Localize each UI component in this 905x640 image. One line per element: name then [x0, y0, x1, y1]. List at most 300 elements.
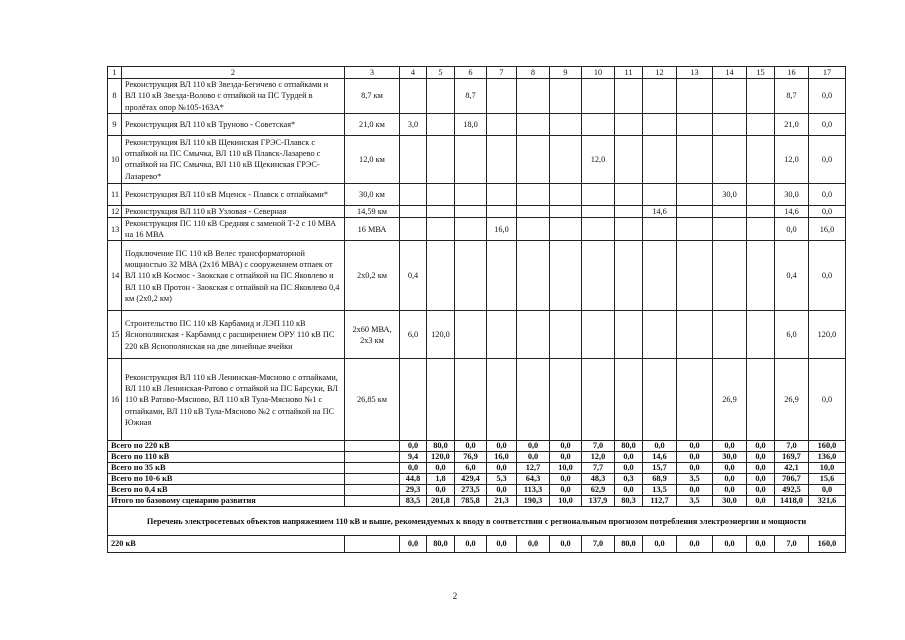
table-cell: Реконструкция ПС 110 кВ Средняя с заменой Т-2 с 10 МВА на 16 МВА [122, 218, 345, 241]
voltage-cell: 0,0 [677, 536, 713, 553]
total-cell: 201,8 [427, 496, 455, 507]
section-title: Перечень электросетевых объектов напряжением 110 кВ и выше, рекомендуемых к вводу в соответствии с региональным прогнозом потребления электроэнергии и мощности [108, 507, 846, 536]
total-cell: 9,4 [400, 452, 427, 463]
table-cell [615, 311, 643, 359]
total-cell: 29,3 [400, 485, 427, 496]
table-cell [400, 79, 427, 114]
table-cell: 0,0 [809, 241, 846, 311]
voltage-cell: 0,0 [400, 536, 427, 553]
total-cell: 169,7 [775, 452, 809, 463]
voltage-cell: 0,0 [713, 536, 747, 553]
table-cell: 16 МВА [345, 218, 400, 241]
total-cell: 0,0 [550, 474, 582, 485]
table-cell: Строительство ПС 110 кВ Карбамид и ЛЭП 110 кВ Яснополянская - Карбамид с расширением ОРУ 110 кВ ПС 220 кВ Яснополянская на две линейные ячейки [122, 311, 345, 359]
voltage-cell: 7,0 [775, 536, 809, 553]
total-cell: 12,7 [517, 463, 550, 474]
total-row [108, 452, 846, 463]
table-cell: Реконструкция ВЛ 110 кВ Ленинская-Мясново с отпайками, ВЛ 110 кВ Ленинская-Ратово с отпайкой на ПС Барсуки, ВЛ 110 кВ Ратово-Мясново, ВЛ 110 кВ Тула-Мясново №1 с отпайками, ВЛ 110 кВ Тула-Мясново №2 с отпайкой на ПС Южная [122, 359, 345, 441]
table-cell: 6,0 [400, 311, 427, 359]
header-cell: 17 [809, 67, 846, 79]
total-row [108, 496, 846, 507]
header-cell: 6 [455, 67, 487, 79]
table-cell: 21,0 [775, 113, 809, 135]
total-cell: 0,0 [713, 485, 747, 496]
table-cell: 0,0 [775, 218, 809, 241]
total-cell: 1418,0 [775, 496, 809, 507]
table-cell [643, 79, 677, 114]
total-cell: 190,3 [517, 496, 550, 507]
table-cell [582, 113, 615, 135]
total-label: Всего по 0,4 кВ [108, 485, 345, 496]
table-cell [713, 113, 747, 135]
table-cell [582, 311, 615, 359]
table-cell [713, 241, 747, 311]
total-cell: 76,9 [455, 452, 487, 463]
table-cell [427, 79, 455, 114]
table-cell: 6,0 [775, 311, 809, 359]
table-cell: 8 [108, 79, 122, 114]
table-cell [487, 135, 517, 183]
header-cell: 11 [615, 67, 643, 79]
table-cell [487, 205, 517, 217]
table-cell: 120,0 [809, 311, 846, 359]
table-cell [747, 205, 775, 217]
total-cell: 706,7 [775, 474, 809, 485]
table-cell [487, 311, 517, 359]
table-cell [517, 183, 550, 205]
table-cell [455, 241, 487, 311]
table-cell [582, 183, 615, 205]
table-cell [643, 218, 677, 241]
total-cell: 0,0 [643, 441, 677, 452]
page-number: 2 [452, 591, 458, 601]
table-cell [582, 359, 615, 441]
header-cell: 9 [550, 67, 582, 79]
table-row [108, 205, 846, 217]
table-cell: 3,0 [400, 113, 427, 135]
total-cell-empty [345, 463, 400, 474]
table-cell: 12,0 км [345, 135, 400, 183]
total-cell: 15,6 [809, 474, 846, 485]
voltage-cell: 160,0 [809, 536, 846, 553]
table-cell [643, 311, 677, 359]
table-cell: 18,0 [455, 113, 487, 135]
table-cell [400, 359, 427, 441]
table-row [108, 79, 846, 114]
table-cell [427, 183, 455, 205]
table-cell [517, 113, 550, 135]
table-cell: 21,0 км [345, 113, 400, 135]
table-cell [747, 311, 775, 359]
table-cell [713, 205, 747, 217]
total-cell: 5,3 [487, 474, 517, 485]
table-cell: 2x0,2 км [345, 241, 400, 311]
table-cell: Реконструкция ВЛ 110 кВ Мценск - Плавск с отпайками* [122, 183, 345, 205]
table-cell [550, 79, 582, 114]
table-cell: Реконструкция ВЛ 110 кВ Звезда-Бегичево с отпайками и ВЛ 110 кВ Звезда-Волово с отпайкой на ПС Турдей в пролётах опор №105-163А* [122, 79, 345, 114]
voltage-cell: 0,0 [747, 536, 775, 553]
total-cell: 0,0 [747, 463, 775, 474]
total-cell: 136,0 [809, 452, 846, 463]
total-cell: 30,0 [713, 452, 747, 463]
table-cell: 26,9 [713, 359, 747, 441]
voltage-cell: 0,0 [517, 536, 550, 553]
total-row [108, 463, 846, 474]
table-cell: 15 [108, 311, 122, 359]
total-cell-empty [345, 474, 400, 485]
table-cell [487, 113, 517, 135]
table-cell [517, 241, 550, 311]
voltage-cell: 0,0 [550, 536, 582, 553]
total-cell: 64,3 [517, 474, 550, 485]
total-cell-empty [345, 485, 400, 496]
table-cell [615, 359, 643, 441]
table-cell: 26,9 [775, 359, 809, 441]
total-row [108, 474, 846, 485]
total-cell: 0,0 [427, 485, 455, 496]
table-cell: 26,85 км [345, 359, 400, 441]
header-cell: 1 [108, 67, 122, 79]
table-cell [400, 205, 427, 217]
total-cell: 0,0 [517, 452, 550, 463]
table-row [108, 218, 846, 241]
table-cell [677, 79, 713, 114]
total-cell: 0,0 [747, 485, 775, 496]
table-cell [677, 311, 713, 359]
total-cell: 12,0 [582, 452, 615, 463]
total-cell: 3,5 [677, 496, 713, 507]
table-cell: 13 [108, 218, 122, 241]
total-cell: 0,0 [550, 452, 582, 463]
header-cell: 13 [677, 67, 713, 79]
total-cell: 0,0 [615, 452, 643, 463]
investment-table [107, 66, 846, 553]
table-cell: 0,4 [400, 241, 427, 311]
voltage-cell: 7,0 [582, 536, 615, 553]
total-cell: 0,0 [713, 463, 747, 474]
table-cell: 8,7 [455, 79, 487, 114]
table-cell [455, 205, 487, 217]
table-cell [747, 79, 775, 114]
total-cell: 0,0 [809, 485, 846, 496]
table-row [108, 311, 846, 359]
total-cell: 321,6 [809, 496, 846, 507]
total-cell: 112,7 [643, 496, 677, 507]
voltage-cell: 0,0 [455, 536, 487, 553]
total-cell: 160,0 [809, 441, 846, 452]
total-cell: 0,0 [517, 441, 550, 452]
total-cell: 14,6 [643, 452, 677, 463]
total-cell: 113,3 [517, 485, 550, 496]
voltage-cell: 0,0 [487, 536, 517, 553]
table-cell [427, 241, 455, 311]
table-cell [427, 218, 455, 241]
total-cell: 0,0 [747, 441, 775, 452]
total-cell: 0,3 [615, 474, 643, 485]
table-cell [643, 135, 677, 183]
table-cell: Реконструкция ВЛ 110 кВ Узловая - Северная [122, 205, 345, 217]
total-cell: 0,0 [677, 452, 713, 463]
voltage-cell-empty [345, 536, 400, 553]
total-cell: 80,3 [615, 496, 643, 507]
table-row [108, 113, 846, 135]
total-cell: 120,0 [427, 452, 455, 463]
table-cell [747, 359, 775, 441]
table-cell [455, 359, 487, 441]
table-cell [550, 205, 582, 217]
table-cell [517, 135, 550, 183]
total-cell: 0,0 [713, 441, 747, 452]
table-cell [643, 183, 677, 205]
total-cell: 80,0 [427, 441, 455, 452]
total-cell: 0,0 [677, 441, 713, 452]
total-label: Всего по 110 кВ [108, 452, 345, 463]
total-cell: 0,0 [615, 463, 643, 474]
table-cell: 0,0 [809, 113, 846, 135]
table-cell [550, 241, 582, 311]
table-cell [582, 79, 615, 114]
table-cell [550, 183, 582, 205]
table-cell [615, 135, 643, 183]
table-cell: 12,0 [582, 135, 615, 183]
total-cell: 0,0 [677, 463, 713, 474]
table-cell [713, 135, 747, 183]
table-cell [713, 311, 747, 359]
header-cell: 5 [427, 67, 455, 79]
total-cell: 0,0 [400, 441, 427, 452]
total-cell: 0,0 [427, 463, 455, 474]
header-cell: 16 [775, 67, 809, 79]
table-cell [677, 218, 713, 241]
total-cell: 0,0 [550, 485, 582, 496]
total-cell: 10,0 [809, 463, 846, 474]
table-cell [713, 218, 747, 241]
total-row [108, 441, 846, 452]
table-cell [747, 218, 775, 241]
total-cell: 429,4 [455, 474, 487, 485]
table-row [108, 183, 846, 205]
total-cell: 0,0 [747, 452, 775, 463]
table-cell: Реконструкция ВЛ 110 кВ Щекинская ГРЭС-Плавск с отпайкой на ПС Смычка, ВЛ 110 кВ Плавск-Лазарево с отпайкой на ПС Смычка, ВЛ 110 кВ Щекинская ГРЭС-Лазарево* [122, 135, 345, 183]
total-label: Всего по 220 кВ [108, 441, 345, 452]
table-cell [747, 135, 775, 183]
table-cell: 0,0 [809, 183, 846, 205]
table-cell: 11 [108, 183, 122, 205]
table-cell [455, 183, 487, 205]
total-cell: 7,7 [582, 463, 615, 474]
section-title-row [108, 507, 846, 536]
total-cell: 16,0 [487, 452, 517, 463]
table-cell [582, 205, 615, 217]
voltage-cell: 0,0 [643, 536, 677, 553]
table-cell [677, 113, 713, 135]
total-cell: 62,9 [582, 485, 615, 496]
table-header-row [108, 67, 846, 79]
total-cell: 0,0 [487, 441, 517, 452]
voltage-row [108, 536, 846, 553]
table-cell [487, 241, 517, 311]
table-cell [677, 241, 713, 311]
table-cell [517, 359, 550, 441]
total-cell: 0,0 [550, 441, 582, 452]
table-cell: 0,0 [809, 135, 846, 183]
table-cell [550, 113, 582, 135]
total-cell-empty [345, 452, 400, 463]
table-cell: 12 [108, 205, 122, 217]
table-cell: 16,0 [809, 218, 846, 241]
table-cell [677, 205, 713, 217]
total-cell: 30,0 [713, 496, 747, 507]
table-cell [427, 113, 455, 135]
header-cell: 15 [747, 67, 775, 79]
total-label: Всего по 10-6 кВ [108, 474, 345, 485]
table-cell: Подключение ПС 110 кВ Велес трансформаторной мощностью 32 МВА (2x16 МВА) с сооружением отпаек от ВЛ 110 кВ Космос - Заокская с отпайкой на ПС Яковлево и ВЛ 110 кВ Протон - Заокская с отпайкой на ПС Яковлево 0,4 км (2x0,2 км) [122, 241, 345, 311]
table-cell [643, 113, 677, 135]
table-cell: 0,0 [809, 359, 846, 441]
total-cell: 10,0 [550, 463, 582, 474]
total-cell: 15,7 [643, 463, 677, 474]
table-cell [677, 359, 713, 441]
table-cell [427, 205, 455, 217]
table-cell [615, 241, 643, 311]
voltage-label: 220 кВ [108, 536, 345, 553]
total-cell: 3,5 [677, 474, 713, 485]
table-cell: 12,0 [775, 135, 809, 183]
header-cell: 2 [122, 67, 345, 79]
header-cell: 12 [643, 67, 677, 79]
table-cell [713, 79, 747, 114]
table-cell [550, 359, 582, 441]
total-cell: 0,0 [677, 485, 713, 496]
table-row [108, 241, 846, 311]
table-cell [615, 183, 643, 205]
table-cell [517, 311, 550, 359]
table-cell [550, 311, 582, 359]
table-cell [400, 218, 427, 241]
table-cell [400, 183, 427, 205]
voltage-cell: 80,0 [427, 536, 455, 553]
table-cell: 120,0 [427, 311, 455, 359]
total-label: Итого по базовому сценарию развития [108, 496, 345, 507]
total-cell: 0,0 [487, 485, 517, 496]
total-cell: 137,9 [582, 496, 615, 507]
total-cell: 0,0 [400, 463, 427, 474]
table-cell [517, 218, 550, 241]
table-cell [677, 135, 713, 183]
table-cell [517, 205, 550, 217]
total-cell: 44,8 [400, 474, 427, 485]
table-cell: 30,0 [775, 183, 809, 205]
table-cell [455, 218, 487, 241]
table-cell [550, 218, 582, 241]
header-cell: 7 [487, 67, 517, 79]
total-cell: 0,0 [747, 496, 775, 507]
table-cell [582, 218, 615, 241]
total-cell: 83,5 [400, 496, 427, 507]
table-cell: 0,0 [809, 79, 846, 114]
voltage-cell: 80,0 [615, 536, 643, 553]
header-cell: 3 [345, 67, 400, 79]
table-cell [615, 218, 643, 241]
header-cell: 14 [713, 67, 747, 79]
table-cell: 14 [108, 241, 122, 311]
total-cell: 0,0 [713, 474, 747, 485]
table-cell [517, 79, 550, 114]
total-cell: 785,8 [455, 496, 487, 507]
table-cell [455, 135, 487, 183]
total-cell: 273,5 [455, 485, 487, 496]
table-cell [747, 113, 775, 135]
table-cell [427, 359, 455, 441]
table-cell: 8,7 км [345, 79, 400, 114]
header-cell: 8 [517, 67, 550, 79]
total-cell: 0,0 [615, 485, 643, 496]
total-cell: 10,0 [550, 496, 582, 507]
table-cell: 14,59 км [345, 205, 400, 217]
table-cell [400, 135, 427, 183]
total-cell: 80,0 [615, 441, 643, 452]
table-cell [427, 135, 455, 183]
table-cell: 10 [108, 135, 122, 183]
table-cell [643, 359, 677, 441]
table-cell: 14,6 [643, 205, 677, 217]
table-row [108, 359, 846, 441]
table-cell [487, 183, 517, 205]
total-cell: 68,9 [643, 474, 677, 485]
table-cell: Реконструкция ВЛ 110 кВ Труново - Советская* [122, 113, 345, 135]
table-cell: 16,0 [487, 218, 517, 241]
total-label: Всего по 35 кВ [108, 463, 345, 474]
table-cell: 30,0 [713, 183, 747, 205]
table-cell [615, 113, 643, 135]
table-cell [582, 241, 615, 311]
total-cell: 0,0 [747, 474, 775, 485]
table-cell [747, 241, 775, 311]
table-cell: 2x60 МВА, 2x3 км [345, 311, 400, 359]
total-cell-empty [345, 441, 400, 452]
table-cell [487, 79, 517, 114]
total-cell: 48,3 [582, 474, 615, 485]
total-cell: 0,0 [455, 441, 487, 452]
table-cell [550, 135, 582, 183]
total-cell: 7,0 [582, 441, 615, 452]
table-cell [615, 205, 643, 217]
total-cell: 7,0 [775, 441, 809, 452]
table-cell [487, 359, 517, 441]
table-cell: 9 [108, 113, 122, 135]
total-cell: 21,3 [487, 496, 517, 507]
total-cell: 6,0 [455, 463, 487, 474]
table-cell: 8,7 [775, 79, 809, 114]
table-cell [747, 183, 775, 205]
total-row [108, 485, 846, 496]
table-cell [455, 311, 487, 359]
total-cell: 42,1 [775, 463, 809, 474]
table-cell [615, 79, 643, 114]
total-cell: 13,5 [643, 485, 677, 496]
table-cell [677, 183, 713, 205]
table-cell: 30,0 км [345, 183, 400, 205]
table-cell: 0,0 [809, 205, 846, 217]
table-cell: 16 [108, 359, 122, 441]
total-cell-empty [345, 496, 400, 507]
table-cell [643, 241, 677, 311]
total-cell: 492,5 [775, 485, 809, 496]
table-cell: 0,4 [775, 241, 809, 311]
header-cell: 4 [400, 67, 427, 79]
table-row [108, 135, 846, 183]
total-cell: 0,0 [487, 463, 517, 474]
